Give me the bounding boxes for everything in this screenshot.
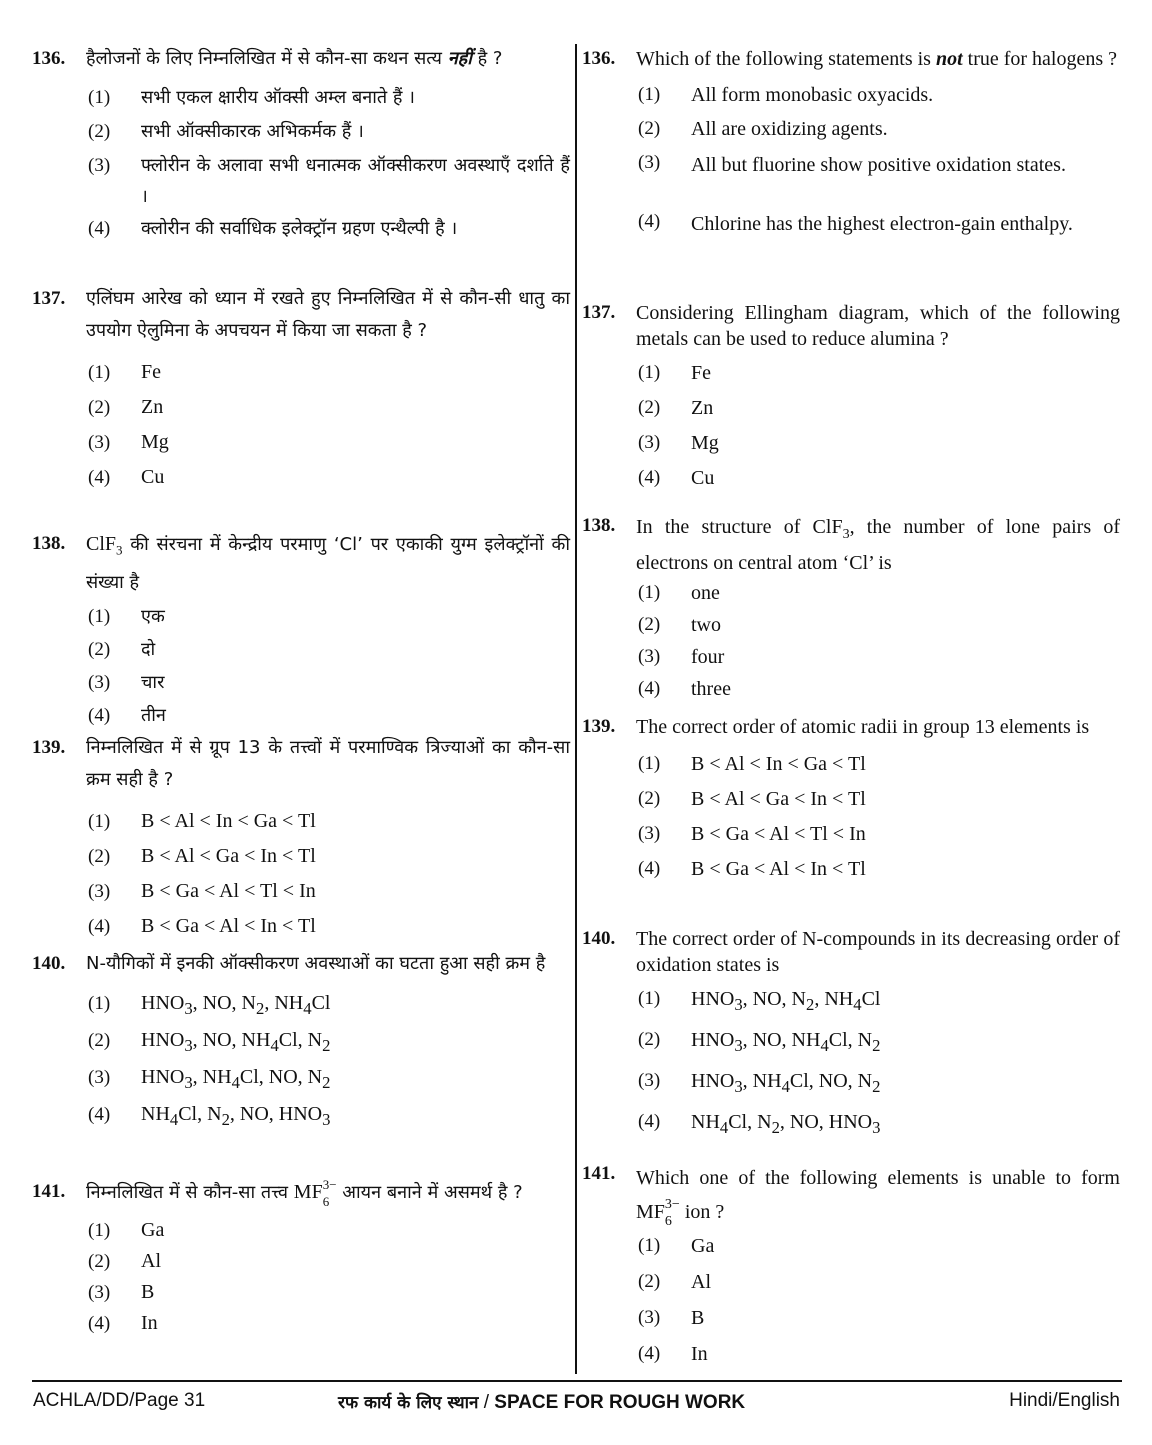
options — [88, 806, 570, 946]
language-label: Hindi/English — [1009, 1390, 1120, 1411]
option-4: (4) Chlorine has the highest electron-gain enthalpy. — [638, 211, 1073, 235]
option-1: (1) $HNO_3$, NO, $N_2$, $NH_4Cl$ — [638, 988, 881, 1014]
option-3: (3) $HNO_3$, $NH_4Cl$, NO, $N_2$ — [88, 1066, 331, 1092]
option-4: (4) B < Ga < Al < In < Tl — [638, 858, 866, 880]
question-140-english — [582, 923, 1120, 1152]
question-number: 140. — [582, 928, 616, 949]
question-text: The correct order of N-compounds in its decreasing order of oxidation states is — [636, 928, 1120, 976]
option-3: (3) $HNO_3$, $NH_4Cl$, NO, $N_2$ — [638, 1070, 881, 1096]
option-2: (2) B < Al < Ga < In < Tl — [638, 788, 866, 810]
option-4: (4) In — [638, 1343, 708, 1365]
question-text: The correct order of atomic radii in group 13 elements is — [636, 716, 1090, 738]
option-1: (1) B < Al < In < Ga < Tl — [638, 753, 866, 775]
question-136-english — [582, 43, 1120, 270]
options — [638, 84, 1120, 270]
option-4: (4) In — [88, 1312, 158, 1334]
option-3: (3) Mg — [638, 432, 719, 454]
option-2: (2) two — [638, 614, 721, 636]
column-divider — [575, 44, 577, 1374]
question-text: In the structure of ClF$_3$, the number of lone pairs of electrons on central atom ‘Cl’ is — [636, 516, 1120, 574]
options — [88, 1215, 570, 1339]
option-3: (3) B < Ga < Al < Tl < In — [638, 823, 866, 845]
question-141-english — [582, 1158, 1120, 1379]
option-3: (3) चार — [88, 671, 165, 693]
option-3: (3) All but fluorine show positive oxidation states. — [638, 152, 1066, 176]
question-141-hindi — [32, 1174, 570, 1339]
options — [638, 1235, 1120, 1379]
option-4: (4) $NH_4Cl$, $N_2$, NO, $HNO_3$ — [88, 1103, 331, 1129]
options — [638, 582, 1120, 710]
question-number: 141. — [32, 1181, 66, 1202]
options — [88, 988, 570, 1136]
question-number: 136. — [582, 48, 616, 69]
option-1: (1) Ga — [88, 1219, 165, 1241]
question-139-hindi — [32, 732, 570, 946]
option-3: (3) four — [638, 646, 725, 668]
option-1: (1) Fe — [88, 361, 161, 383]
question-text: Which of the following statements is not true for halogens ? — [636, 48, 1118, 70]
option-1: (1) सभी एकल क्षारीय ऑक्सी अम्ल बनाते हैं । — [88, 87, 415, 108]
options — [88, 82, 570, 247]
question-text: निम्नलिखित में से कौन-सा तत्त्व MF 3− 6 आयन बनाने में असमर्थ है ? — [86, 1177, 523, 1210]
option-4: (4) three — [638, 678, 731, 700]
question-text: निम्नलिखित में से ग्रूप 13 के तत्त्वों में परमाण्विक त्रिज्याओं का कौन-सा क्रम सही है ? — [86, 737, 570, 790]
question-number: 139. — [32, 737, 66, 758]
option-4: (4) तीन — [88, 704, 166, 726]
option-2: (2) Zn — [638, 397, 714, 419]
footer-divider — [32, 1380, 1122, 1382]
option-1: (1) B < Al < In < Ga < Tl — [88, 810, 316, 832]
emphasis-text: not — [935, 48, 963, 70]
option-1: (1) one — [638, 582, 720, 604]
question-136-hindi — [32, 43, 570, 247]
rough-work-label: रफ कार्य के लिए स्थान / SPACE FOR ROUGH WORK — [338, 1392, 746, 1413]
question-text: Which one of the following elements is unable to form MF 3− 6 ion ? — [636, 1167, 1120, 1230]
emphasis-text: नहीं — [447, 48, 472, 69]
option-1: (1) $HNO_3$, NO, $N_2$, $NH_4Cl$ — [88, 992, 331, 1018]
question-137-english — [582, 297, 1120, 502]
page-code: ACHLA/DD/Page 31 — [33, 1390, 206, 1411]
option-4: (4) Cu — [88, 466, 165, 488]
question-text: हैलोजनों के लिए निम्नलिखित में से कौन-सा कथन सत्य नहीं है ? — [86, 48, 503, 69]
option-1: (1) Ga — [638, 1235, 715, 1257]
option-2: (2) $HNO_3$, NO, $NH_4Cl$, $N_2$ — [88, 1029, 331, 1055]
question-number: 137. — [582, 302, 616, 323]
option-2: (2) सभी ऑक्सीकारक अभिकर्मक हैं । — [88, 121, 364, 142]
option-4: (4) Cu — [638, 467, 715, 489]
option-3: (3) Mg — [88, 431, 169, 453]
option-1: (1) एक — [88, 605, 165, 627]
question-text: Considering Ellingham diagram, which of the following metals can be used to reduce alumina ? — [636, 302, 1120, 350]
question-number: 138. — [32, 533, 66, 554]
question-number: 138. — [582, 515, 616, 536]
question-138-english — [582, 510, 1120, 710]
question-number: 141. — [582, 1163, 616, 1184]
options — [638, 362, 1120, 502]
option-3: (3) B < Ga < Al < Tl < In — [88, 880, 316, 902]
option-2: (2) B < Al < Ga < In < Tl — [88, 845, 316, 867]
option-1: (1) Fe — [638, 362, 711, 384]
question-number: 136. — [32, 48, 66, 69]
option-4: (4) $NH_4Cl$, $N_2$, NO, $HNO_3$ — [638, 1111, 881, 1137]
option-2: (2) दो — [88, 638, 156, 660]
option-1: (1) All form monobasic oxyacids. — [638, 84, 934, 106]
option-4: (4) B < Ga < Al < In < Tl — [88, 915, 316, 937]
option-2: (2) Al — [638, 1271, 711, 1293]
question-text: N-यौगिकों में इनकी ऑक्सीकरण अवस्थाओं का घटता हुआ सही क्रम है — [86, 953, 546, 974]
options — [88, 357, 570, 497]
option-3: (3) B — [638, 1307, 705, 1329]
question-137-hindi — [32, 283, 570, 497]
option-2: (2) Zn — [88, 396, 164, 418]
question-text: एलिंघम आरेख को ध्यान में रखते हुए निम्नलिखित में से कौन-सी धातु का उपयोग ऐलुमिना के अपचयन में किया जा सकता है ? — [86, 288, 570, 341]
option-3: (3) फ्लोरीन के अलावा सभी धनात्मक ऑक्सीकरण अवस्थाएँ दर्शाते हैं । — [88, 155, 570, 207]
options — [638, 753, 1120, 893]
question-number: 139. — [582, 716, 616, 737]
option-2: (2) All are oxidizing agents. — [638, 118, 888, 140]
option-2: (2) $HNO_3$, NO, $NH_4Cl$, $N_2$ — [638, 1029, 881, 1055]
question-138-hindi — [32, 528, 570, 733]
option-2: (2) Al — [88, 1250, 161, 1272]
question-140-hindi — [32, 948, 570, 1136]
question-number: 140. — [32, 953, 66, 974]
options — [638, 988, 1120, 1152]
option-4: (4) क्लोरीन की सर्वाधिक इलेक्ट्रॉन ग्रहण एन्थैल्पी है । — [88, 218, 458, 239]
question-number: 137. — [32, 288, 66, 309]
options — [88, 601, 570, 733]
option-3: (3) B — [88, 1281, 155, 1303]
question-139-english — [582, 711, 1120, 893]
question-text: ClF$_3$ की संरचना में केन्द्रीय परमाणु ‘Cl’ पर एकाकी युग्म इलेक्ट्रॉनों की संख्या है — [86, 533, 570, 593]
